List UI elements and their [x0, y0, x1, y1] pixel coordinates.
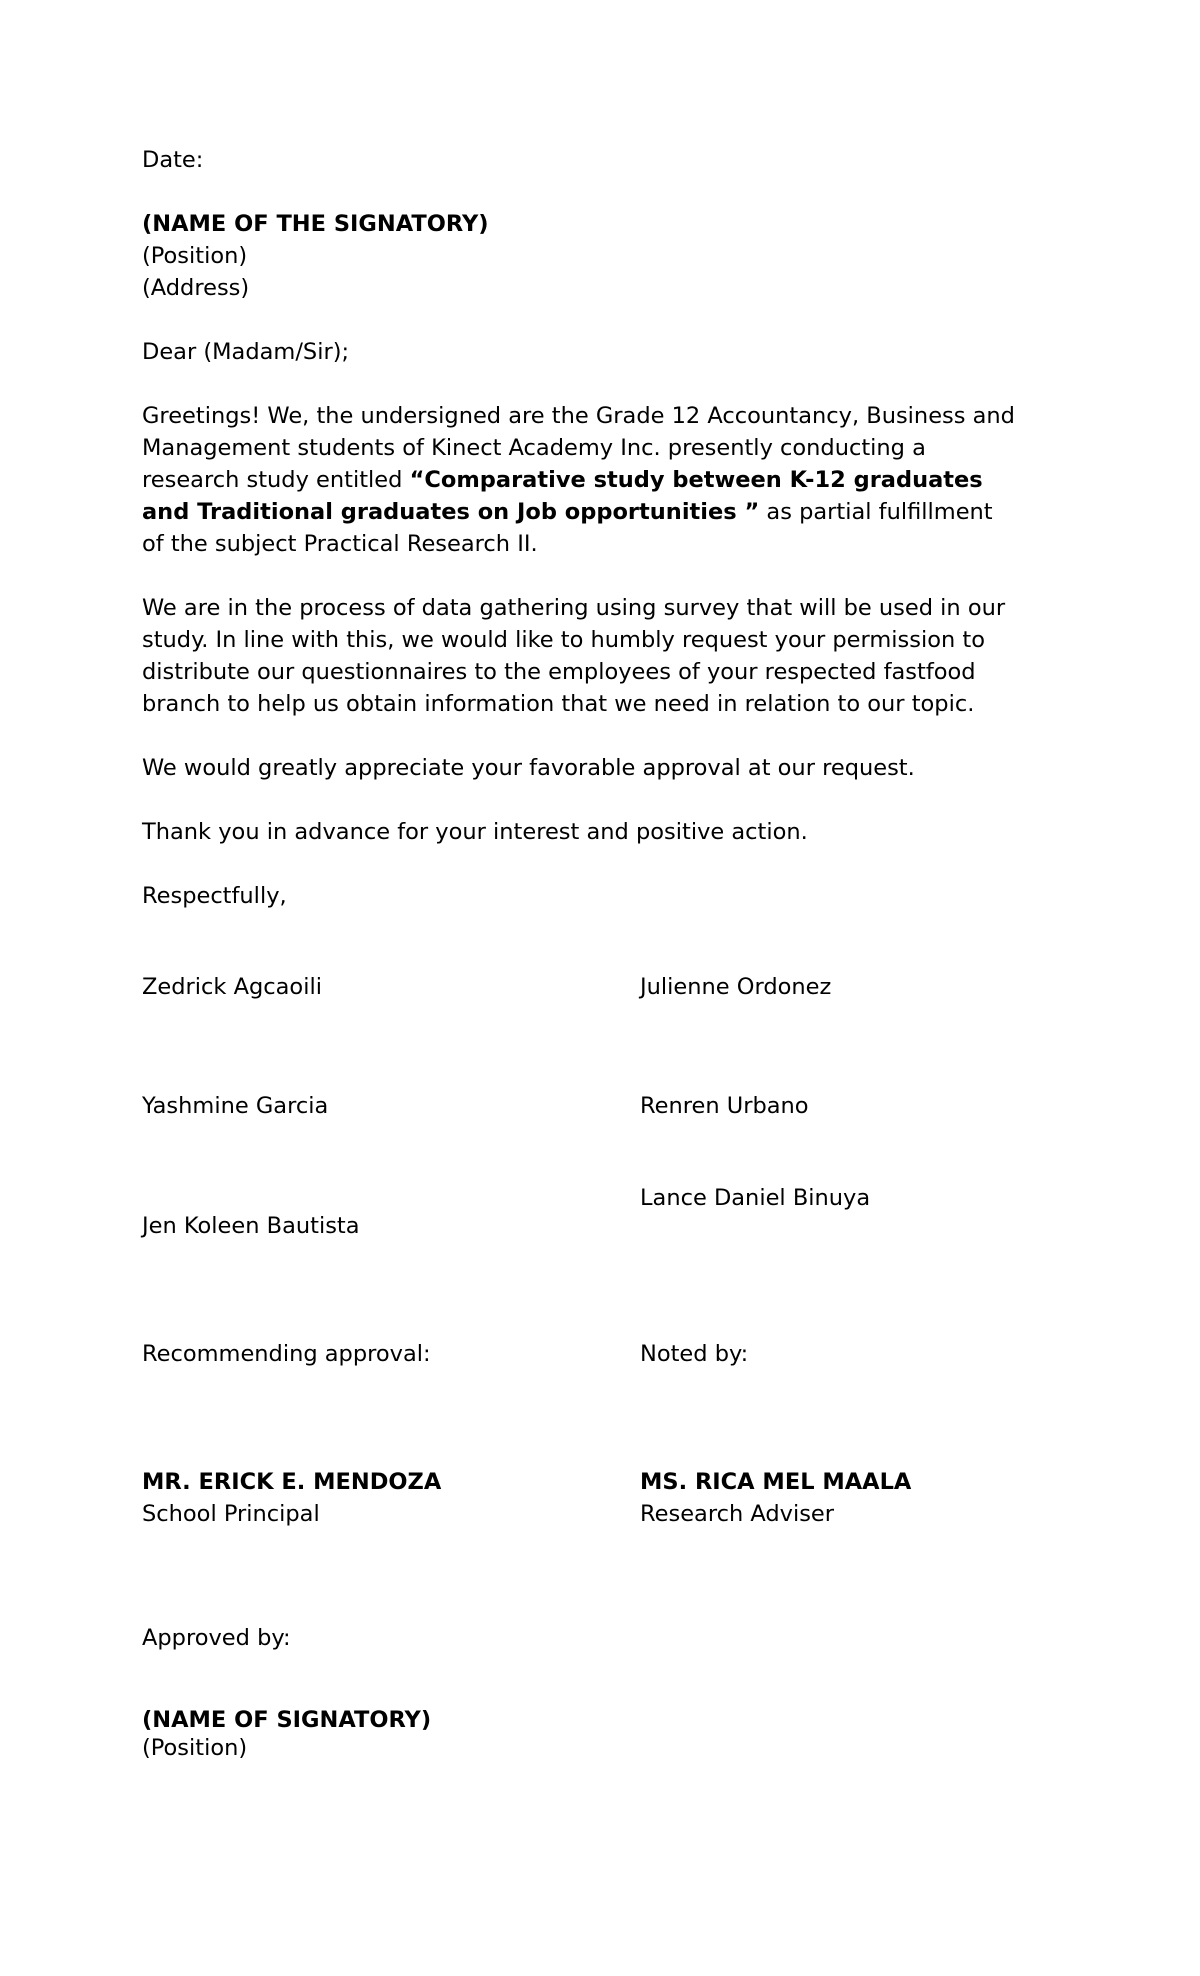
paragraph-line: We are in the process of data gathering using survey that will be used in our: [142, 595, 1006, 621]
date-label: Date:: [142, 147, 204, 173]
signatory-name: Zedrick Agcaoili: [142, 974, 322, 1000]
signatory-name: Renren Urbano: [640, 1093, 809, 1119]
paragraph-line: [142, 464, 1082, 496]
paragraph-line: study. In line with this, we would like to humbly request your permission to: [142, 627, 986, 653]
paragraph-line: Greetings! We, the undersigned are the Grade 12 Accountancy, Business and: [142, 403, 1015, 429]
recommending-label: Recommending approval:: [142, 1341, 431, 1367]
approver-name: (NAME OF SIGNATORY): [142, 1707, 432, 1733]
paragraph-greetings: [142, 400, 1082, 560]
recipient-position: (Position): [142, 243, 248, 269]
paragraph-text: research study entitled: [142, 467, 410, 493]
signatory-name: Julienne Ordonez: [640, 974, 832, 1000]
signatory-name: Jen Koleen Bautista: [142, 1213, 360, 1239]
study-title: “Comparative study between K-12 graduates: [409, 467, 983, 493]
paragraph-thanks: Thank you in advance for your interest and positive action.: [142, 819, 808, 845]
salutation: Dear (Madam/Sir);: [142, 339, 350, 365]
principal-title: School Principal: [142, 1501, 320, 1527]
paragraph-line: of the subject Practical Research II.: [142, 531, 538, 557]
paragraph-line: [142, 496, 1082, 528]
paragraph-line: distribute our questionnaires to the employees of your respected fastfood: [142, 659, 976, 685]
principal-name: MR. ERICK E. MENDOZA: [142, 1469, 442, 1495]
approver-position: (Position): [142, 1735, 248, 1761]
noted-label: Noted by:: [640, 1341, 749, 1367]
paragraph-line: Management students of Kinect Academy Inc. presently conducting a: [142, 435, 926, 461]
recipient-address: (Address): [142, 275, 250, 301]
paragraph-line: branch to help us obtain information that we need in relation to our topic.: [142, 691, 975, 717]
closing: Respectfully,: [142, 883, 287, 909]
study-title: and Traditional graduates on Job opportunities ”: [142, 499, 760, 525]
recipient-name: (NAME OF THE SIGNATORY): [142, 211, 489, 237]
adviser-title: Research Adviser: [640, 1501, 835, 1527]
adviser-name: MS. RICA MEL MAALA: [640, 1469, 912, 1495]
signatory-name: Lance Daniel Binuya: [640, 1185, 871, 1211]
paragraph-text: as partial fulfillment: [759, 499, 993, 525]
paragraph-appreciation: We would greatly appreciate your favorable approval at our request.: [142, 755, 915, 781]
approved-label: Approved by:: [142, 1625, 291, 1651]
signatory-name: Yashmine Garcia: [142, 1093, 329, 1119]
paragraph-request: [142, 592, 1082, 720]
